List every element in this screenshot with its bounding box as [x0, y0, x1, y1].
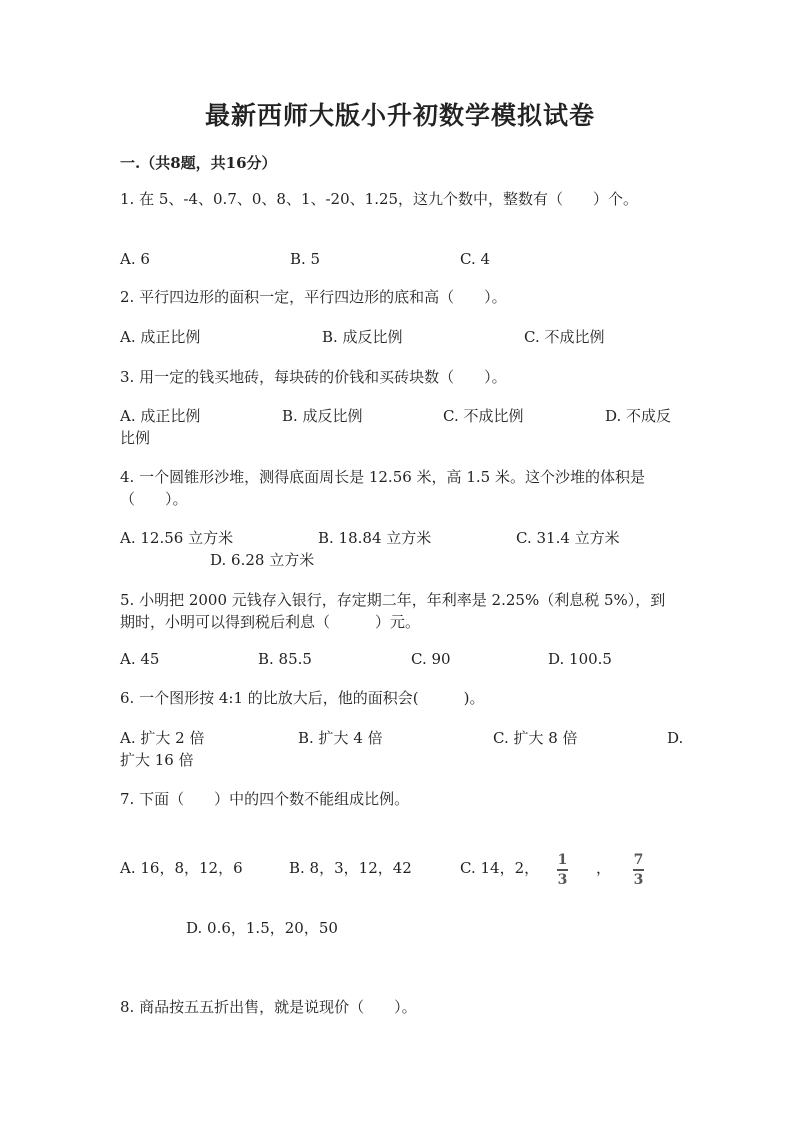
fraction-numerator: 1 — [557, 852, 568, 868]
q6-option-d: D. — [667, 729, 684, 747]
question-8: 8. 商品按五五折出售，就是说现价（ ）。 — [120, 998, 417, 1016]
q7-option-b: B. 8，3，12，42 — [289, 859, 412, 877]
q7-option-d: D. 0.6，1.5，20，50 — [186, 919, 338, 937]
q4-option-d: D. 6.28 立方米 — [210, 551, 315, 569]
q5-option-c: C. 90 — [411, 650, 451, 668]
q7-option-c: C. 14，2， — [460, 859, 540, 877]
q3-option-d-cont: 比例 — [120, 429, 151, 447]
q4-option-c: C. 31.4 立方米 — [516, 529, 620, 547]
q1-option-c: C. 4 — [460, 250, 491, 268]
q3-option-b: B. 成反比例 — [282, 407, 363, 425]
q7-option-a: A. 16，8，12，6 — [120, 859, 243, 877]
q6-option-a: A. 扩大 2 倍 — [120, 729, 205, 747]
fraction-denominator: 3 — [557, 871, 568, 888]
question-7: 7. 下面（ ）中的四个数不能组成比例。 — [120, 790, 410, 808]
question-5-line2: 期时，小明可以得到税后利息（ ）元。 — [120, 613, 421, 631]
page-title: 最新西师大版小升初数学模拟试卷 — [204, 101, 595, 130]
fraction-bar — [633, 869, 644, 871]
section-heading: 一.（共8题，共16分） — [120, 154, 277, 172]
q4-option-b: B. 18.84 立方米 — [318, 529, 432, 547]
question-2: 2. 平行四边形的面积一定，平行四边形的底和高（ ）。 — [120, 288, 507, 306]
q7-option-c-separator: ， — [596, 859, 612, 877]
fraction-bar — [557, 869, 568, 871]
q3-option-a: A. 成正比例 — [120, 407, 201, 425]
question-3: 3. 用一定的钱买地砖，每块砖的价钱和买砖块数（ ）。 — [120, 368, 507, 386]
q2-option-b: B. 成反比例 — [322, 328, 403, 346]
q1-option-a: A. 6 — [120, 250, 150, 268]
q5-option-a: A. 45 — [120, 650, 160, 668]
q2-option-c: C. 不成比例 — [524, 328, 605, 346]
q4-option-a: A. 12.56 立方米 — [120, 529, 234, 547]
q2-option-a: A. 成正比例 — [120, 328, 201, 346]
q1-option-b: B. 5 — [290, 250, 321, 268]
fraction-one-third — [557, 853, 568, 887]
q5-option-d: D. 100.5 — [548, 650, 612, 668]
fraction-seven-thirds — [633, 853, 644, 887]
fraction-denominator: 3 — [633, 871, 644, 888]
question-4-line2: （ ）。 — [120, 490, 188, 508]
question-4-line1: 4. 一个圆锥形沙堆，测得底面周长是 12.56 米，高 1.5 米。这个沙堆的体积是 — [120, 468, 645, 486]
q5-option-b: B. 85.5 — [258, 650, 312, 668]
question-6: 6. 一个图形按 4:1 的比放大后，他的面积会( )。 — [120, 689, 485, 707]
q3-option-d: D. 不成反 — [605, 407, 672, 425]
question-5-line1: 5. 小明把 2000 元钱存入银行，存定期二年，年利率是 2.25%（利息税 5%），到 — [120, 591, 666, 609]
q6-option-c: C. 扩大 8 倍 — [493, 729, 578, 747]
q6-option-d-cont: 扩大 16 倍 — [120, 751, 194, 769]
fraction-numerator: 7 — [633, 852, 644, 868]
q6-option-b: B. 扩大 4 倍 — [298, 729, 383, 747]
q3-option-c: C. 不成比例 — [443, 407, 524, 425]
question-1: 1. 在 5、-4、0.7、0、8、1、-20、1.25，这九个数中，整数有（ ）个。 — [120, 190, 639, 208]
